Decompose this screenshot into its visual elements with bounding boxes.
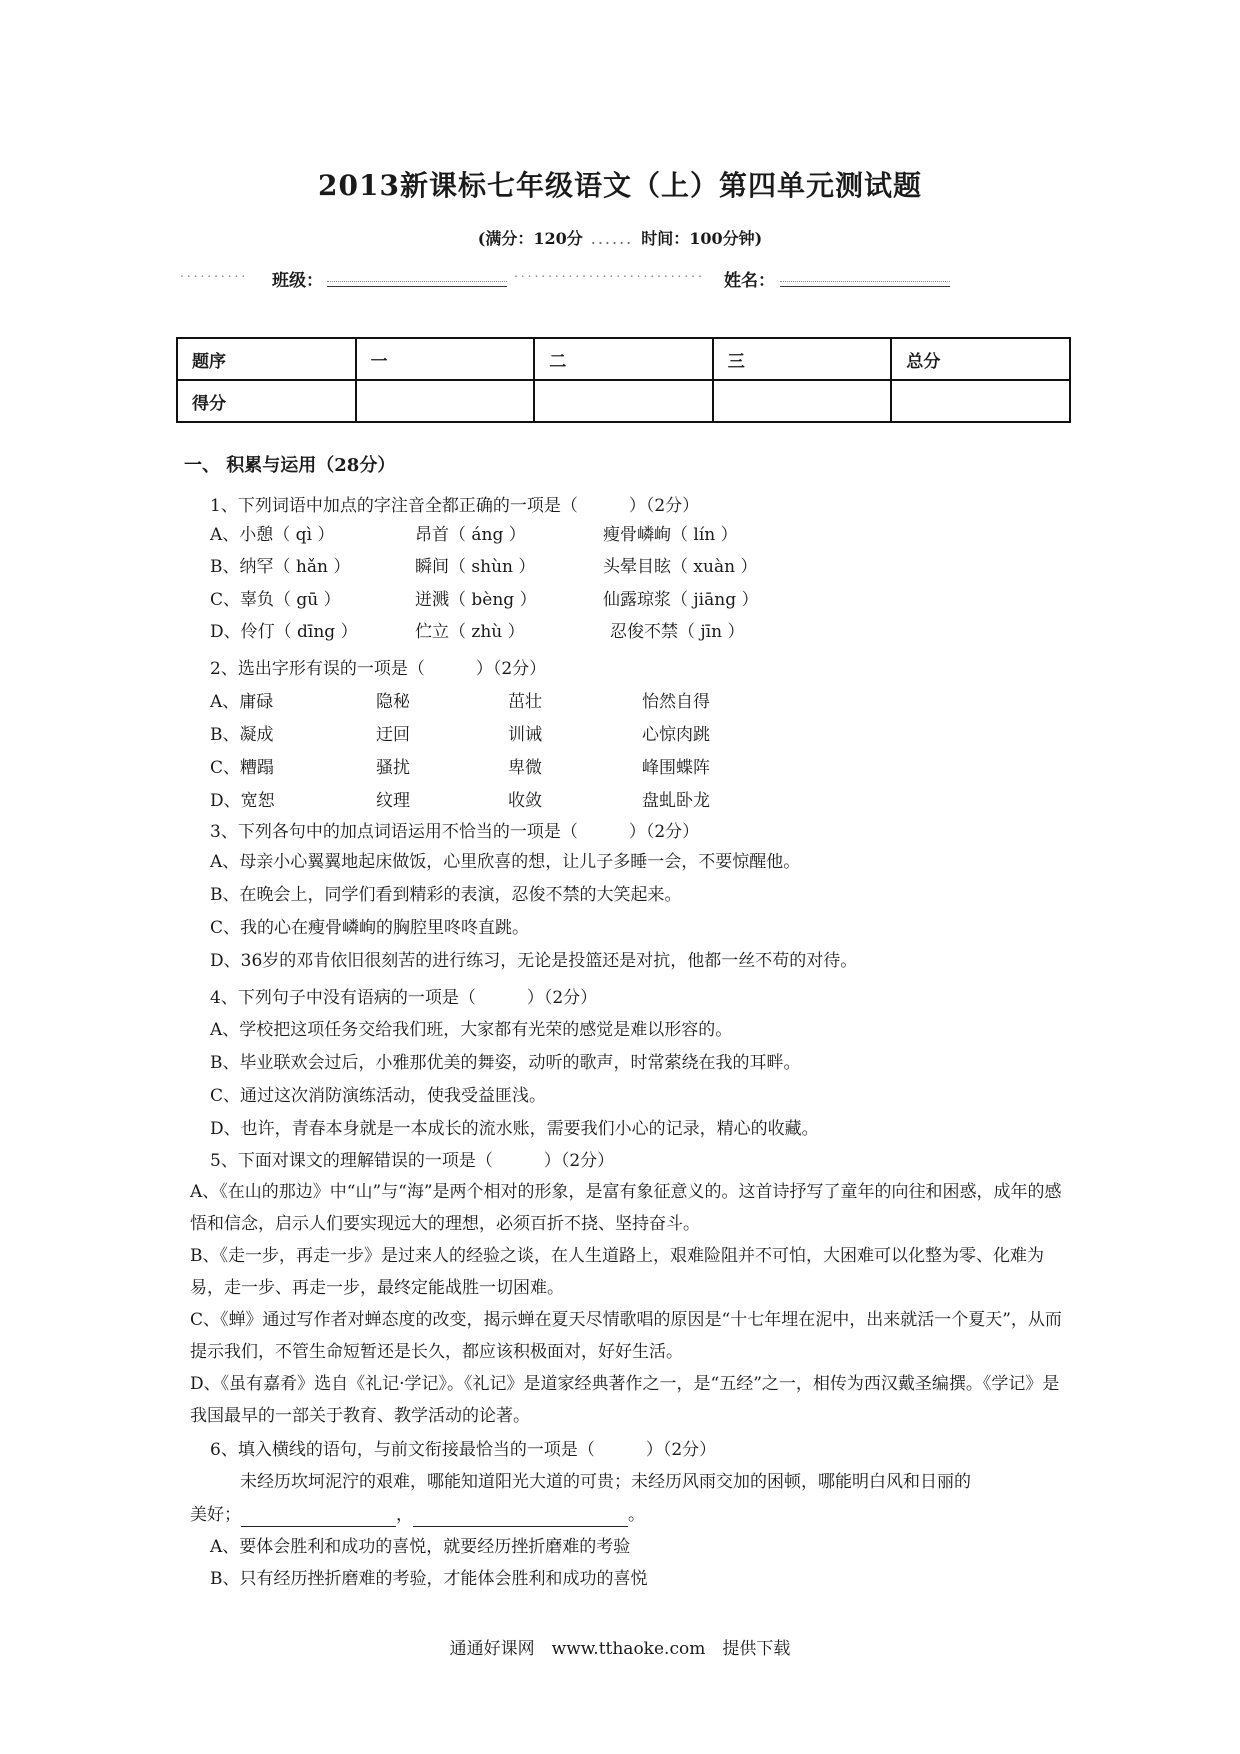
- score-cell[interactable]: [891, 380, 1070, 422]
- option-row: [210, 756, 1070, 780]
- question-stem: 4、下列句子中没有语病的一项是（ ）（2分）: [210, 988, 598, 1008]
- option-row: [210, 789, 1070, 813]
- table-cell: 二: [534, 338, 713, 380]
- score-cell[interactable]: [534, 380, 713, 422]
- option-cell: 仙露琼浆（ jiāng ）: [603, 590, 759, 610]
- option-line: B、只有经历挫折磨难的考验，才能体会胜利和成功的喜悦: [210, 1569, 648, 1589]
- passage-fill-line: [190, 1503, 645, 1527]
- option-row: [210, 523, 1070, 547]
- option-paragraph: B、《走一步，再走一步》是过来人的经验之谈，在人生道路上，艰难险阻并不可怕，大困难可以化整为零、化难为易，走一步、再走一步，最终定能战胜一切困难。: [190, 1246, 1044, 1298]
- option-line: B、在晚会上，同学们看到精彩的表演，忍俊不禁的大笑起来。: [210, 885, 682, 905]
- full-score: (满分：120分: [477, 229, 583, 248]
- table-row: [177, 338, 1070, 380]
- option-cell: 隐秘: [376, 692, 410, 712]
- question-stem: 2、选出字形有误的一项是（ ）（2分）: [210, 659, 547, 679]
- option-line: B、毕业联欢会过后，小雅那优美的舞姿，动听的歌声，时常萦绕在我的耳畔。: [210, 1053, 801, 1073]
- option-line: C、我的心在瘦骨嶙峋的胸腔里咚咚直跳。: [210, 918, 530, 938]
- dot-leader: ......: [590, 229, 634, 248]
- option-cell: 峰围蝶阵: [642, 758, 710, 778]
- question-stem: 6、填入横线的语句，与前文衔接最恰当的一项是（ ）（2分）: [210, 1440, 717, 1460]
- option-line: D、36岁的邓肯依旧很刻苦的进行练习，无论是投篮还是对抗，他都一丝不苟的对待。: [210, 951, 858, 971]
- passage-text: 未经历坎坷泥泞的艰难，哪能知道阳光大道的可贵；未经历风雨交加的困顿，哪能明白风和日丽的: [240, 1472, 971, 1492]
- option-cell: 伫立（ zhù ）: [415, 622, 525, 642]
- option-cell: B、凝成: [210, 725, 274, 745]
- answer-blank[interactable]: [241, 1508, 396, 1527]
- option-cell: C、糟蹋: [210, 758, 275, 778]
- comma: ，: [396, 1505, 413, 1525]
- score-table: [176, 337, 1071, 423]
- option-row: [210, 555, 1070, 579]
- option-cell: 瞬间（ shùn ）: [415, 557, 536, 577]
- option-cell: 骚扰: [376, 758, 410, 778]
- table-cell: 题序: [177, 338, 356, 380]
- option-cell: A、庸碌: [210, 692, 274, 712]
- option-row: [210, 588, 1070, 612]
- period: 。: [628, 1505, 645, 1525]
- option-cell: D、伶仃（ dīng ）: [210, 622, 358, 642]
- option-line: D、也许，青春本身就是一本成长的流水账，需要我们小心的记录，精心的收藏。: [210, 1119, 819, 1139]
- table-cell: 得分: [177, 380, 356, 422]
- option-line: C、通过这次消防演练活动，使我受益匪浅。: [210, 1086, 547, 1106]
- table-cell: 总分: [891, 338, 1070, 380]
- option-paragraph: D、《虽有嘉肴》选自《礼记·学记》。《礼记》是道家经典著作之一，是“五经”之一，相传为西汉戴圣编撰。《学记》是我国最早的一部关于教育、教学活动的论著。: [190, 1374, 1060, 1426]
- page-title: 2013新课标七年级语文（上）第四单元测试题: [318, 169, 922, 202]
- class-blank[interactable]: [327, 286, 507, 287]
- option-cell: 迂回: [376, 725, 410, 745]
- dot-leader: ............................: [514, 266, 705, 280]
- option-cell: B、纳罕（ hǎn ）: [210, 557, 351, 577]
- option-cell: 纹理: [376, 791, 410, 811]
- footer-text: 通通好课网 www.tthaoke.com 提供下载: [449, 1639, 791, 1659]
- table-cell: 三: [713, 338, 892, 380]
- option-cell: D、宽恕: [210, 791, 275, 811]
- name-blank[interactable]: [780, 286, 950, 287]
- option-cell: 盘虬卧龙: [642, 791, 710, 811]
- question-stem: 5、下面对课文的理解错误的一项是（ ）（2分）: [210, 1151, 615, 1171]
- option-cell: 茁壮: [508, 692, 542, 712]
- option-cell: 怡然自得: [642, 692, 710, 712]
- option-paragraph: A、《在山的那边》中“山”与“海”是两个相对的形象，是富有象征意义的。这首诗抒写了童年的向往和困惑，成年的感悟和信念，启示人们要实现远大的理想，必须百折不挠、坚持奋斗。: [190, 1182, 1062, 1234]
- table-cell: 一: [356, 338, 535, 380]
- exam-time: 时间：100分钟): [641, 229, 763, 248]
- question-stem: 3、下列各句中的加点词语运用不恰当的一项是（ ）（2分）: [210, 822, 700, 842]
- section-heading: 一、 积累与运用（28分）: [184, 455, 396, 476]
- option-cell: 收敛: [508, 791, 542, 811]
- option-line: A、学校把这项任务交给我们班，大家都有光荣的感觉是难以形容的。: [210, 1020, 733, 1040]
- option-cell: 卑微: [508, 758, 542, 778]
- option-cell: 瘦骨嶙峋（ lín ）: [603, 525, 738, 545]
- class-label: 班级：: [272, 271, 323, 291]
- option-line: A、要体会胜利和成功的喜悦，就要经历挫折磨难的考验: [210, 1537, 631, 1557]
- dot-leader: ..........: [180, 266, 249, 280]
- passage-text: 美好；: [190, 1505, 241, 1525]
- option-row: [210, 620, 1070, 644]
- score-cell[interactable]: [356, 380, 535, 422]
- answer-blank[interactable]: [413, 1508, 628, 1527]
- student-info-line: [180, 266, 960, 292]
- option-cell: 迸溅（ bèng ）: [415, 590, 537, 610]
- option-row: [210, 723, 1070, 747]
- table-row: [177, 380, 1070, 422]
- question-stem: 1、下列词语中加点的字注音全都正确的一项是（ ）（2分）: [210, 496, 700, 516]
- option-cell: C、辜负（ gū ）: [210, 590, 341, 610]
- option-cell: 心惊肉跳: [642, 725, 710, 745]
- option-line: A、母亲小心翼翼地起床做饭，心里欣喜的想，让儿子多睡一会，不要惊醒他。: [210, 852, 801, 872]
- exam-meta: [0, 226, 1240, 249]
- option-cell: 训诫: [508, 725, 542, 745]
- score-cell[interactable]: [713, 380, 892, 422]
- option-cell: 忍俊不禁（ jīn ）: [610, 622, 745, 642]
- name-label: 姓名：: [724, 271, 775, 291]
- option-cell: 昂首（ áng ）: [415, 525, 526, 545]
- option-cell: A、小憩（ qì ）: [210, 525, 335, 545]
- option-paragraph: C、《蝉》通过写作者对蝉态度的改变，揭示蝉在夏天尽情歌唱的原因是“十七年埋在泥中，出来就活一个夏天”，从而提示我们，不管生命短暂还是长久，都应该积极面对，好好生活。: [190, 1310, 1062, 1362]
- option-row: [210, 690, 1070, 714]
- option-cell: 头晕目眩（ xuàn ）: [603, 557, 758, 577]
